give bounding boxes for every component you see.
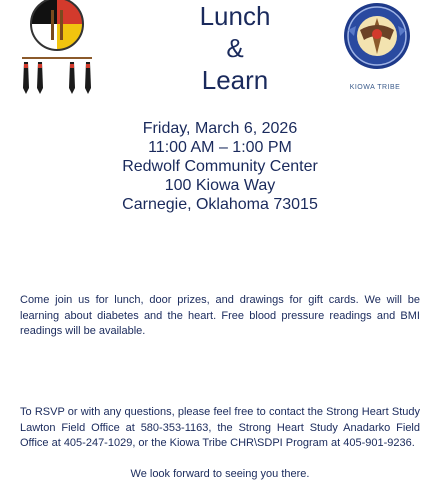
event-time: 11:00 AM – 1:00 PM: [148, 139, 292, 156]
closing-line: We look forward to seeing you there.: [130, 468, 310, 480]
event-street: 100 Kiowa Way: [164, 177, 276, 194]
event-date: Friday, March 6, 2026: [142, 120, 298, 137]
medicine-wheel-logo: [10, 0, 105, 100]
title-line-learn: Learn: [201, 65, 269, 95]
event-details: [0, 119, 440, 214]
rsvp-paragraph: To RSVP or with any questions, please feel free to contact the Strong Heart Study Lawton Field Office at 580-353-1163, the Strong Heart Study Anadarko Field Office at 405-247-1029, or the Kiowa Tribe CHR\SDPI Program at 405-901-9236.: [20, 406, 420, 449]
event-venue: Redwolf Community Center: [122, 158, 318, 175]
title-line-lunch: Lunch: [199, 1, 271, 31]
description-paragraph: Come join us for lunch, door prizes, and drawings for gift cards. We will be learning about diabetes and the heart. Free blood pressure readings and BMI readings will be available.: [20, 294, 420, 337]
title-line-ampersand: &: [226, 33, 244, 63]
seal-caption: KIOWA TRIBE: [349, 84, 401, 91]
event-city: Carnegie, Oklahoma 73015: [122, 196, 318, 213]
event-title: [170, 0, 300, 96]
